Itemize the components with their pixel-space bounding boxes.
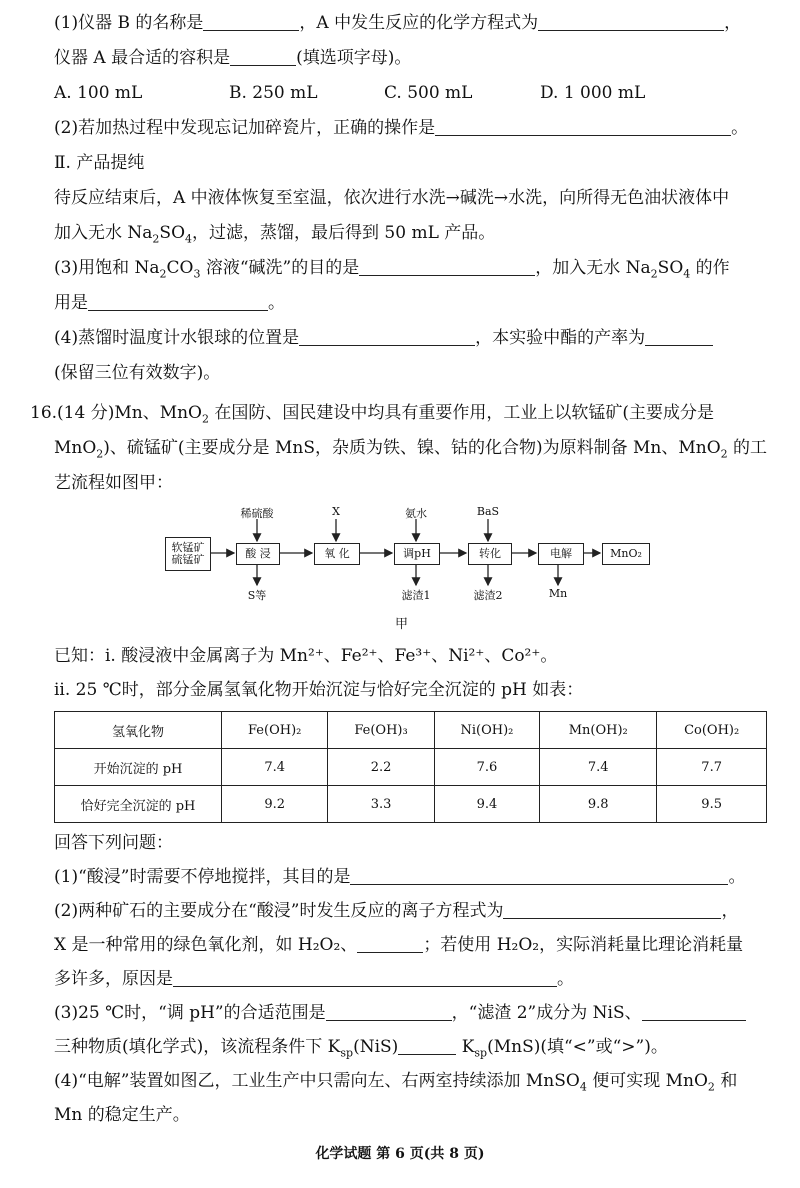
blank[interactable]: [203, 14, 299, 31]
q15-desc2: 加入无水 $Na_2SO_4$，过滤，蒸馏，最后得到 50 mL 产品。: [54, 223, 496, 246]
figure-caption: 甲: [395, 617, 409, 632]
q15-line4: (2)若加热过程中发现忘记加碎瓷片，正确的操作是 。: [54, 118, 749, 138]
output-residue1-label: 滤渣1: [401, 589, 431, 602]
acid-leach-box: 酸 浸: [236, 543, 280, 565]
input-acid-label: 稀硫酸: [240, 507, 274, 520]
blank[interactable]: [230, 49, 296, 66]
table-cell: 2.2: [328, 749, 434, 786]
known-2: ii. 25 ℃时，部分金属氢氧化物开始沉淀与恰好完全沉淀的 pH 如表：: [54, 680, 584, 700]
blank[interactable]: [359, 259, 535, 276]
q15-line3b: 用是 。: [54, 293, 285, 313]
known-1: 已知：i. 酸浸液中金属离子为 Mn²⁺、Fe²⁺、Fe³⁺、Ni²⁺、Co²⁺。: [54, 646, 558, 666]
ph-table: [54, 711, 767, 823]
blank[interactable]: [350, 868, 728, 885]
blank[interactable]: [642, 1004, 746, 1021]
q16-a2b: X 是一种常用的绿色氧化剂，如 H₂O₂、 ；若使用 H₂O₂，实际消耗量比理论消耗量: [54, 935, 744, 955]
oxidation-box: 氧 化: [314, 543, 360, 565]
raw-ore-box: 软锰矿 硫锰矿: [165, 537, 211, 571]
adjust-ph-box: 调pH: [394, 543, 440, 565]
page-footer: 化学试题 第 6 页(共 8 页): [315, 1146, 485, 1162]
blank[interactable]: [503, 902, 721, 919]
q15-line1: (1)仪器 B 的名称是 ，A 中发生反应的化学方程式为 ，: [54, 13, 742, 33]
table-cell: 9.4: [434, 786, 539, 823]
table-cell: 9.5: [657, 786, 767, 823]
q16-line1: 16.(14 分)Mn、MnO$_2$ 在国防、国民建设中均具有重要作用，工业上以软锰矿(主要成分是: [30, 403, 715, 426]
q15-line2: 仪器 A 最合适的容积是 (填选项字母)。: [54, 48, 412, 68]
table-cell: 3.3: [328, 786, 434, 823]
q16-a2: (2)两种矿石的主要成分在“酸浸”时发生反应的离子方程式为 ，: [54, 901, 739, 921]
table-cell: 开始沉淀的 pH: [55, 749, 222, 786]
q16-a1: (1)“酸浸”时需要不停地搅拌，其目的是 。: [54, 867, 746, 887]
q15-line3a: (3)用饱和 $Na_2CO_3$ 溶液“碱洗”的目的是 ，加入无水 $Na_2SO_4$ 的作: [54, 258, 730, 281]
table-cell: 7.4: [540, 749, 657, 786]
process-flow-diagram: [160, 505, 680, 615]
blank[interactable]: [538, 14, 724, 31]
electrolysis-box: 电解: [538, 543, 584, 565]
input-x-label: X: [332, 505, 340, 518]
q15-line4b: (保留三位有效数字)。: [54, 363, 221, 383]
table-cell: 恰好完全沉淀的 pH: [55, 786, 222, 823]
blank[interactable]: [88, 294, 268, 311]
output-residue2-label: 滤渣2: [473, 589, 503, 602]
blank[interactable]: [173, 970, 557, 987]
conversion-box: 转化: [468, 543, 512, 565]
table-cell: 9.2: [222, 786, 328, 823]
table-cell: Fe(OH)₂: [222, 712, 328, 749]
answer-prompt: 回答下列问题：: [54, 833, 173, 853]
blank[interactable]: [645, 329, 713, 346]
table-cell: Ni(OH)₂: [434, 712, 539, 749]
q15-desc1: 待反应结束后，A 中液体恢复至室温，依次进行水洗→碱洗→水洗，向所得无色油状液体中: [54, 188, 730, 208]
q16-a3: (3)25 ℃时，“调 pH”的合适范围是 ，“滤渣 2”成分为 NiS、: [54, 1002, 746, 1024]
q16-a3b: 三种物质(填化学式)，该流程条件下 $K_{sp}(NiS)$ $K_{sp}(MnS)$(填“<”或“>”)。: [54, 1037, 668, 1060]
table-cell: Co(OH)₂: [657, 712, 767, 749]
table-cell: Mn(OH)₂: [540, 712, 657, 749]
q16-line2: MnO$_2$)、硫锰矿(主要成分是 MnS，杂质为铁、镍、钴的化合物)为原料制备 Mn、MnO$_2$ 的工: [54, 438, 768, 461]
q16-line3: 艺流程如图甲：: [54, 473, 173, 493]
input-ammonia-label: 氨水: [405, 507, 427, 520]
table-row: [55, 749, 767, 786]
table-cell: Fe(OH)₃: [328, 712, 434, 749]
blank[interactable]: [398, 1038, 456, 1055]
section-heading: Ⅱ. 产品提纯: [54, 153, 145, 173]
table-row: [55, 786, 767, 823]
table-cell: 7.6: [434, 749, 539, 786]
blank[interactable]: [435, 119, 731, 136]
product-box: MnO₂: [602, 543, 650, 565]
table-cell: 7.4: [222, 749, 328, 786]
blank[interactable]: [299, 329, 475, 346]
blank[interactable]: [326, 1004, 452, 1021]
blank[interactable]: [357, 936, 423, 953]
table-cell: 7.7: [657, 749, 767, 786]
output-s-label: S等: [247, 589, 267, 602]
q16-a2c: 多许多，原因是 。: [54, 969, 574, 989]
q16-a4b: Mn 的稳定生产。: [54, 1105, 190, 1125]
table-cell: 氢氧化物: [55, 712, 222, 749]
q16-a4: (4)“电解”装置如图乙，工业生产中只需向左、右两室持续添加 MnSO$_4$ 便可实现 MnO$_2$ 和: [54, 1071, 738, 1094]
q15-line4a: (4)蒸馏时温度计水银球的位置是 ，本实验中酯的产率为: [54, 327, 713, 349]
input-bas-label: BaS: [476, 505, 500, 518]
output-mn-label: Mn: [548, 587, 568, 600]
table-header-row: [55, 712, 767, 749]
table-cell: 9.8: [540, 786, 657, 823]
